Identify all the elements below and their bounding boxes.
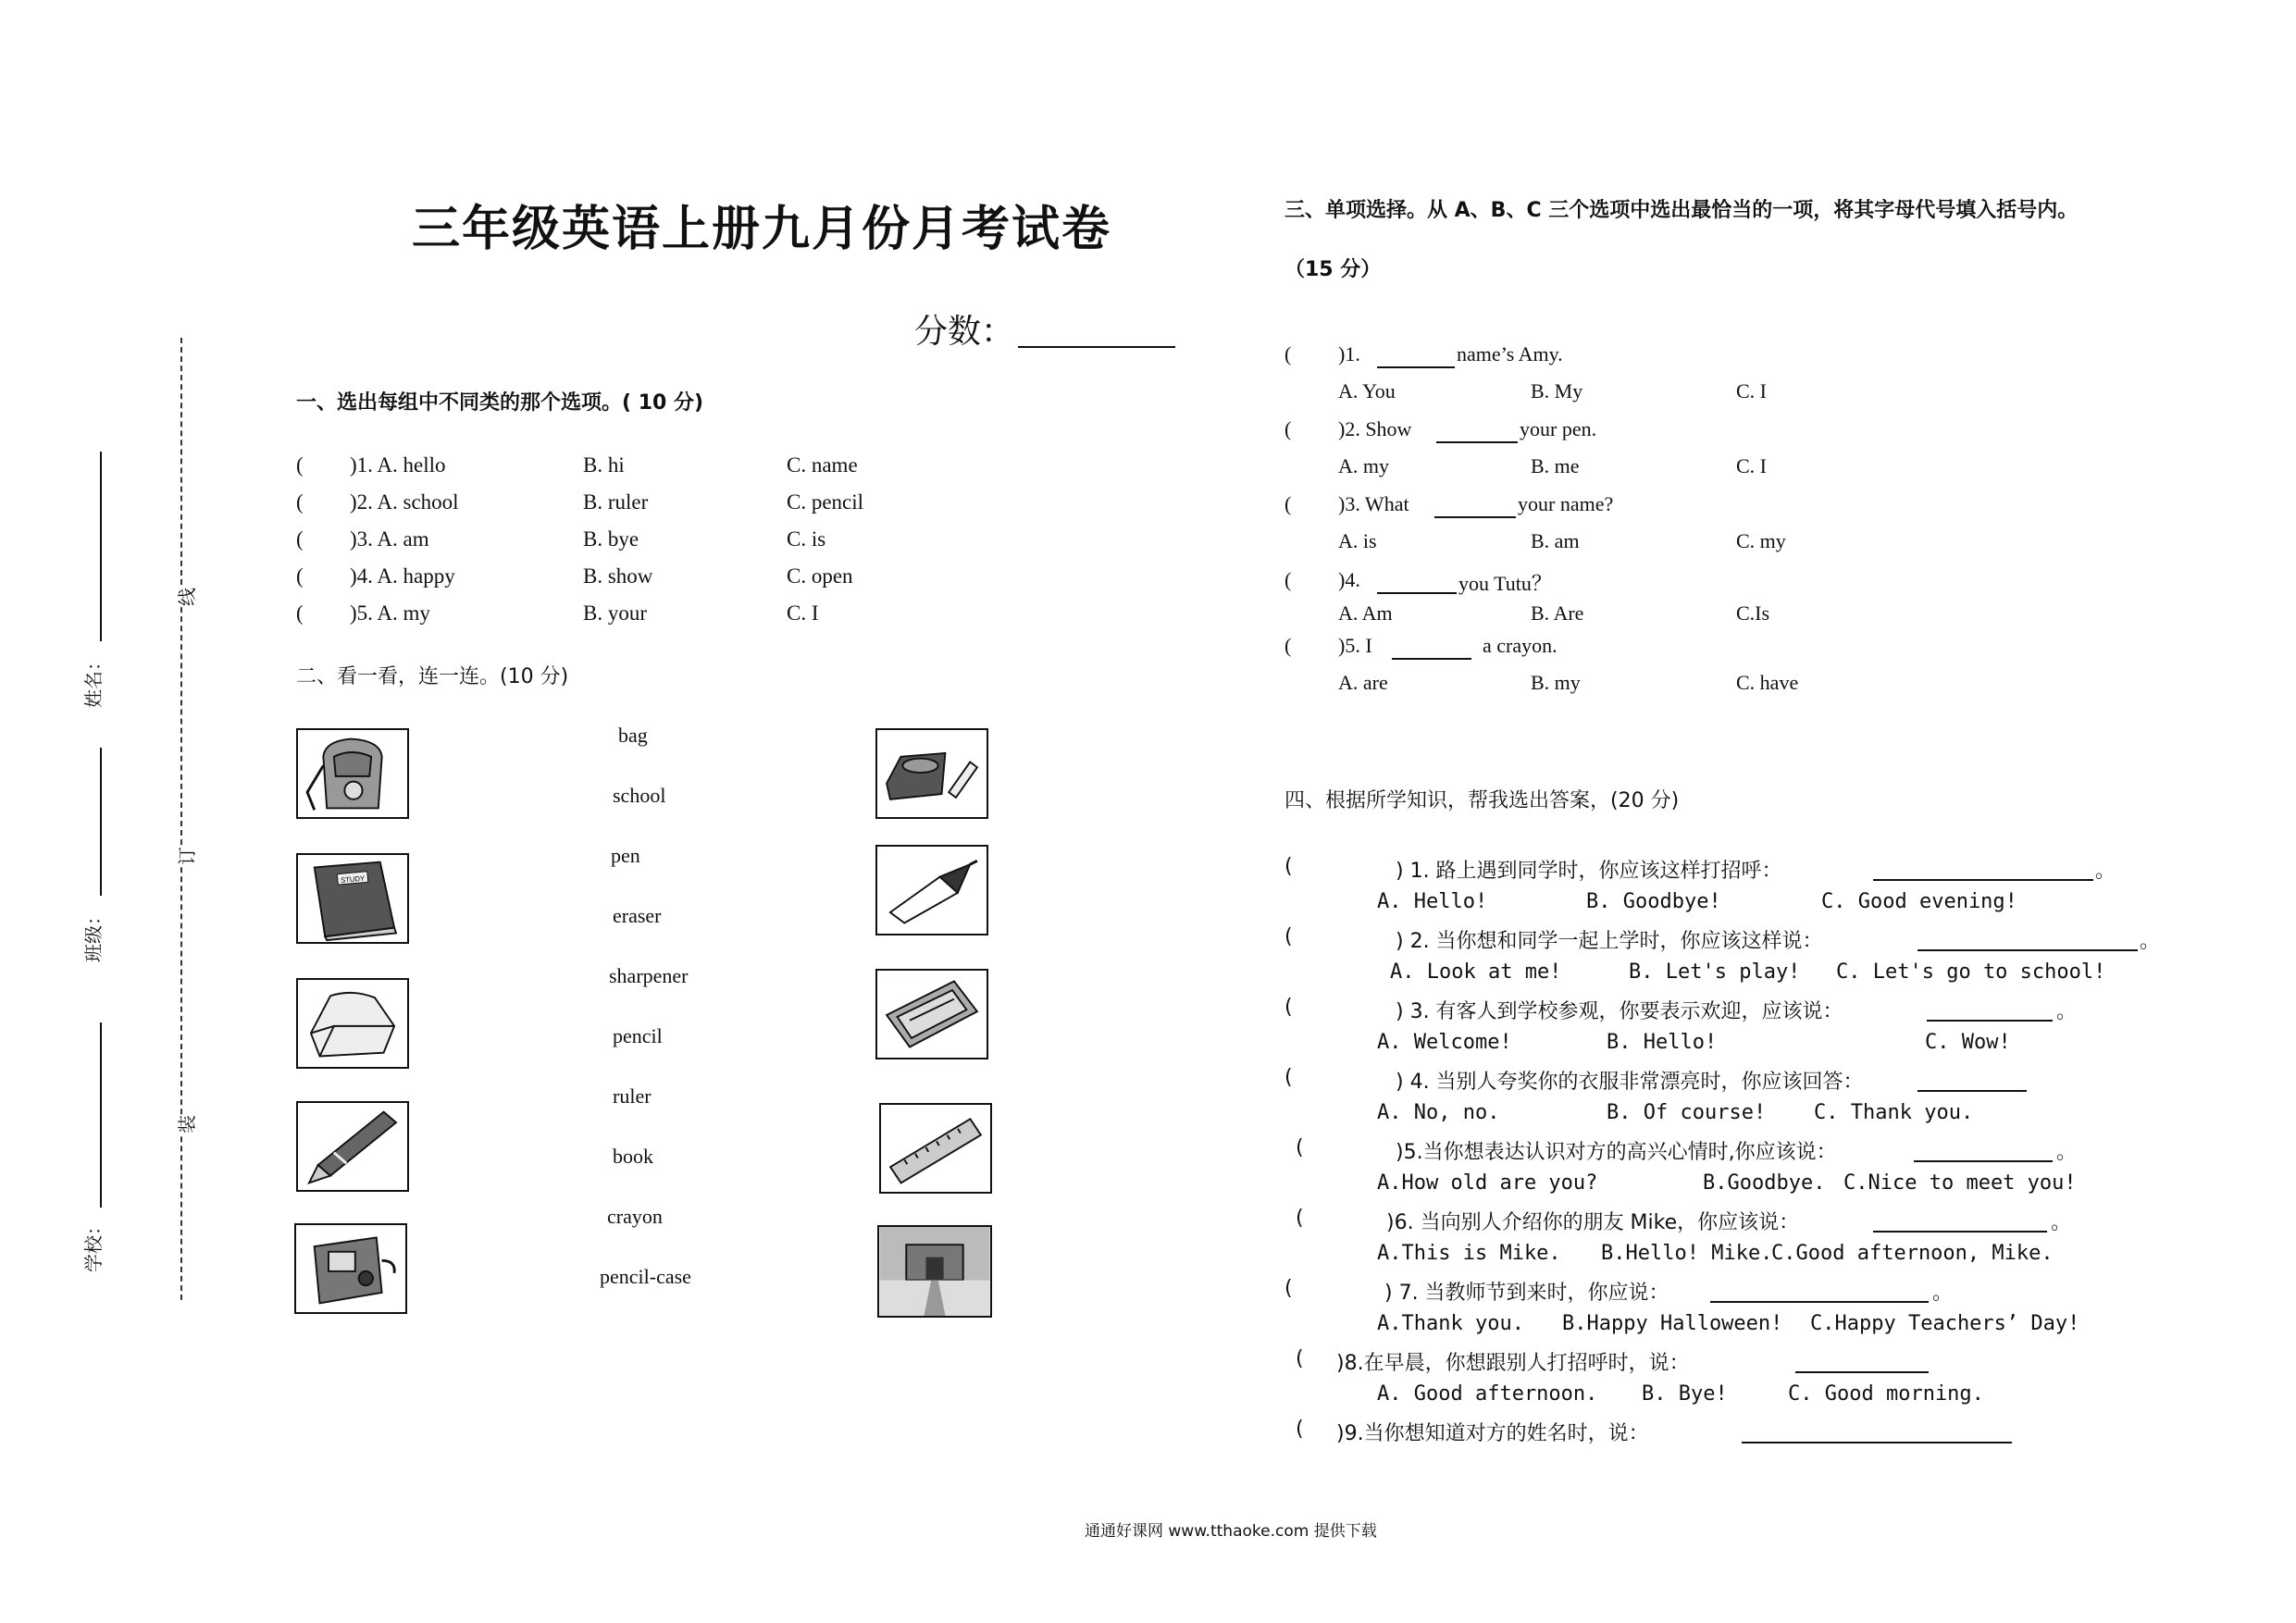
- class-label: 班级：: [82, 907, 105, 962]
- answer-paren[interactable]: (: [1296, 1136, 1304, 1159]
- question-stem: )9.当你想知道对方的姓名时，说：: [1336, 1422, 1649, 1445]
- backpack-picture[interactable]: [296, 728, 409, 819]
- option-a: )1. A. hello: [350, 453, 446, 477]
- answer-paren[interactable]: (: [296, 527, 304, 551]
- option-b: B. show: [583, 564, 653, 588]
- option-b: B.Goodbye.: [1703, 1171, 1826, 1195]
- option-a: )5. A. my: [350, 601, 430, 625]
- match-word[interactable]: crayon: [607, 1205, 663, 1228]
- match-word[interactable]: book: [613, 1145, 653, 1168]
- eraser-and-sharpener-icon: [877, 730, 987, 817]
- binding-dashed-line: [180, 338, 182, 1300]
- match-word[interactable]: bag: [618, 724, 648, 747]
- option-b: B.Hello! Mike.: [1601, 1242, 1773, 1265]
- crayon-icon: [298, 1103, 407, 1190]
- question-end: 。: [2056, 1141, 2078, 1164]
- section2-heading: 二、看一看，连一连。(10 分): [296, 665, 569, 688]
- match-word[interactable]: school: [613, 784, 666, 807]
- answer-blank[interactable]: [1434, 492, 1516, 518]
- section4-question: [1285, 1207, 2265, 1273]
- option-a: A. Am: [1338, 601, 1393, 625]
- binding-mark-bind: 装: [172, 1115, 199, 1134]
- footer-source: 通通好课网 www.tthaoke.com 提供下载: [1085, 1522, 1377, 1541]
- option-c: C. I: [787, 601, 819, 625]
- question-stem-end: name’s Amy.: [1457, 342, 1563, 365]
- answer-paren[interactable]: (: [296, 490, 304, 514]
- option-c: C. open: [787, 564, 853, 588]
- section3-question: [1285, 568, 2210, 633]
- question-stem: )2. Show: [1338, 417, 1412, 440]
- answer-paren[interactable]: (: [1285, 342, 1292, 365]
- question-stem-end: you Tutu？: [1458, 572, 1552, 595]
- question-stem-end: a crayon.: [1483, 634, 1558, 657]
- name-blank-line: [100, 452, 102, 641]
- option-a: A. my: [1338, 454, 1389, 477]
- option-a: A. is: [1338, 529, 1377, 552]
- school-picture[interactable]: [877, 1225, 992, 1318]
- section3-question: [1285, 342, 2210, 407]
- option-b: B. Are: [1531, 601, 1584, 625]
- question-stem: ) 3. 有客人到学校参观，你要表示欢迎，应该说：: [1396, 1000, 1843, 1023]
- answer-paren[interactable]: (: [1285, 634, 1292, 657]
- option-c: C. my: [1736, 529, 1786, 552]
- option-c: C.Nice to meet you!: [1843, 1171, 2077, 1195]
- answer-blank[interactable]: [1377, 568, 1457, 594]
- section4-question: [1285, 1347, 2265, 1414]
- section3-heading-score: （15 分）: [1285, 258, 1382, 281]
- section3-question: [1285, 492, 2210, 557]
- option-c: C. name: [787, 453, 858, 477]
- question-stem: )4.: [1338, 568, 1360, 591]
- section3-question: [1285, 634, 2210, 699]
- match-word[interactable]: pen: [611, 844, 640, 867]
- option-c: C. I: [1736, 379, 1767, 403]
- class-blank-line: [100, 748, 102, 896]
- option-c: C. is: [787, 527, 826, 551]
- option-c: C. I: [1736, 454, 1767, 477]
- answer-paren[interactable]: (: [1285, 996, 1293, 1019]
- binding-mark-order: 订: [172, 847, 199, 865]
- section3-question: [1285, 417, 2210, 482]
- answer-paren[interactable]: (: [1296, 1347, 1304, 1370]
- option-b: B. your: [583, 601, 647, 625]
- book-cover-label: STUDY: [340, 873, 366, 885]
- option-b: B. Hello!: [1607, 1031, 1718, 1054]
- question-stem: )1.: [1338, 342, 1360, 365]
- section3-heading: 三、单项选择。从 A、B、C 三个选项中选出最恰当的一项，将其字母代号填入括号内。: [1285, 199, 2079, 222]
- answer-paren[interactable]: (: [1285, 417, 1292, 440]
- answer-blank[interactable]: [1914, 1138, 2053, 1162]
- option-b: B. ruler: [583, 490, 649, 514]
- option-c: C. Good morning.: [1788, 1382, 1984, 1406]
- question-stem-end: your pen.: [1520, 417, 1597, 440]
- option-c: C. Wow!: [1925, 1031, 2011, 1054]
- option-c: C. pencil: [787, 490, 864, 514]
- section4-heading: 四、根据所学知识，帮我选出答案，(20 分): [1285, 789, 1680, 812]
- question-end: 。: [1932, 1282, 1954, 1305]
- crayon-picture[interactable]: [296, 1101, 409, 1192]
- page-title: 三年级英语上册九月份月考试卷: [412, 204, 1112, 256]
- pen-picture[interactable]: [875, 845, 988, 935]
- option-b: B. hi: [583, 453, 625, 477]
- option-b: B. my: [1531, 671, 1581, 694]
- section4-question: [1285, 996, 2265, 1062]
- answer-blank[interactable]: [1377, 342, 1455, 368]
- option-c: C. Thank you.: [1814, 1101, 1974, 1124]
- option-c: C.Good afternoon, Mike.: [1771, 1242, 2054, 1265]
- pencil-sharpener-picture[interactable]: [294, 1223, 407, 1314]
- eraser-sharpener-picture[interactable]: [875, 728, 988, 819]
- pen-icon: [877, 847, 987, 934]
- match-word[interactable]: sharpener: [609, 964, 689, 987]
- option-b: B.Happy Halloween!: [1562, 1312, 1783, 1335]
- option-a: )2. A. school: [350, 490, 459, 514]
- backpack-icon: [298, 730, 407, 817]
- score-blank[interactable]: [1018, 305, 1175, 348]
- option-a: A. Hello!: [1377, 890, 1488, 913]
- answer-paren[interactable]: (: [1285, 1066, 1293, 1089]
- answer-paren[interactable]: (: [1285, 492, 1292, 515]
- option-a: A. You: [1338, 379, 1396, 403]
- pencil-case-icon: [877, 971, 987, 1058]
- answer-blank[interactable]: [1795, 1349, 1929, 1373]
- option-b: B. My: [1531, 379, 1583, 403]
- section1-heading: 一、选出每组中不同类的那个选项。( 10 分): [296, 391, 704, 415]
- question-end: 。: [2095, 860, 2116, 883]
- option-b: B. bye: [583, 527, 639, 551]
- question-stem: )5. I: [1338, 634, 1372, 657]
- answer-paren[interactable]: (: [296, 564, 304, 588]
- book-picture[interactable]: [296, 853, 409, 944]
- question-end: 。: [2140, 930, 2161, 953]
- answer-blank[interactable]: [1917, 927, 2138, 951]
- answer-blank[interactable]: [1710, 1279, 1929, 1303]
- section4-question: [1285, 1418, 2265, 1455]
- question-stem: )6. 当向别人介绍你的朋友 Mike，你应该说：: [1386, 1211, 1800, 1234]
- section4-question: [1285, 1136, 2265, 1203]
- option-b: B. me: [1531, 454, 1580, 477]
- option-a: A.Thank you.: [1377, 1312, 1524, 1335]
- answer-paren[interactable]: (: [296, 453, 304, 477]
- option-b: B. Let's play!: [1629, 960, 1801, 984]
- answer-paren[interactable]: (: [1285, 1277, 1293, 1300]
- option-c: C. Good evening!: [1821, 890, 2017, 913]
- question-stem-end: your name?: [1518, 492, 1614, 515]
- section4-question: [1285, 1066, 2265, 1133]
- answer-paren[interactable]: (: [1296, 1207, 1304, 1230]
- eraser-picture[interactable]: [296, 978, 409, 1069]
- option-a: A. Good afternoon.: [1377, 1382, 1598, 1406]
- ruler-icon: [881, 1105, 990, 1192]
- option-c: C.Is: [1736, 601, 1770, 625]
- answer-blank[interactable]: [1927, 997, 2053, 1022]
- answer-paren[interactable]: (: [1285, 568, 1292, 591]
- answer-blank[interactable]: [1873, 1208, 2047, 1233]
- question-end: 。: [2056, 1000, 2078, 1023]
- option-a: A. are: [1338, 671, 1388, 694]
- option-a: A. No, no.: [1377, 1101, 1500, 1124]
- answer-blank[interactable]: [1873, 857, 2093, 881]
- match-word[interactable]: pencil-case: [600, 1265, 691, 1288]
- binding-mark-line: 线: [172, 588, 199, 606]
- option-a: A.How old are you?: [1377, 1171, 1598, 1195]
- name-label: 姓名：: [82, 652, 105, 708]
- option-a: )4. A. happy: [350, 564, 455, 588]
- ruler-picture[interactable]: [879, 1103, 992, 1194]
- school-icon: [879, 1227, 990, 1316]
- school-label: 学校：: [82, 1217, 105, 1272]
- option-a: A. Welcome!: [1377, 1031, 1512, 1054]
- answer-blank[interactable]: [1436, 417, 1518, 443]
- section4-question: [1285, 1277, 2265, 1344]
- question-stem: ) 4. 当别人夸奖你的衣服非常漂亮时，你应该回答：: [1396, 1071, 1864, 1094]
- question-stem: )8.在早晨，你想跟别人打招呼时，说：: [1336, 1352, 1690, 1375]
- section4-question: [1285, 855, 2265, 922]
- question-stem: ) 7. 当教师节到来时，你应说：: [1384, 1282, 1669, 1305]
- question-stem: )3. What: [1338, 492, 1409, 515]
- option-b: B. am: [1531, 529, 1580, 552]
- option-c: C.Happy Teachers’ Day!: [1810, 1312, 2080, 1335]
- eraser-icon: [298, 980, 407, 1067]
- option-b: B. Goodbye!: [1586, 890, 1721, 913]
- question-stem: ) 2. 当你想和同学一起上学时，你应该这样说：: [1396, 930, 1823, 953]
- question-end: 。: [2051, 1211, 2072, 1234]
- pencil-sharpener-icon: [296, 1225, 405, 1312]
- pencil-case-picture[interactable]: [875, 969, 988, 1059]
- question-stem: ) 1. 路上遇到同学时，你应该这样打招呼：: [1396, 860, 1782, 883]
- school-blank-line: [100, 1022, 102, 1208]
- score-label: 分数：: [914, 313, 1015, 351]
- answer-paren[interactable]: (: [1296, 1418, 1304, 1441]
- section4-question: [1285, 925, 2265, 992]
- option-c: C. Let's go to school!: [1836, 960, 2106, 984]
- option-a: A.This is Mike.: [1377, 1242, 1561, 1265]
- match-word[interactable]: ruler: [613, 1084, 652, 1108]
- option-c: C. have: [1736, 671, 1799, 694]
- answer-blank[interactable]: [1917, 1068, 2027, 1092]
- answer-blank[interactable]: [1392, 634, 1471, 660]
- book-icon: [298, 855, 407, 942]
- option-a: )3. A. am: [350, 527, 429, 551]
- match-word[interactable]: eraser: [613, 904, 662, 927]
- answer-blank[interactable]: [1742, 1419, 2012, 1443]
- answer-paren[interactable]: (: [296, 601, 304, 625]
- option-b: B. Of course!: [1607, 1101, 1767, 1124]
- question-stem: )5.当你想表达认识对方的高兴心情时,你应该说：: [1396, 1141, 1837, 1164]
- option-a: A. Look at me!: [1390, 960, 1562, 984]
- answer-paren[interactable]: (: [1285, 925, 1293, 948]
- match-word[interactable]: pencil: [613, 1024, 663, 1047]
- answer-paren[interactable]: (: [1285, 855, 1293, 878]
- option-b: B. Bye!: [1642, 1382, 1728, 1406]
